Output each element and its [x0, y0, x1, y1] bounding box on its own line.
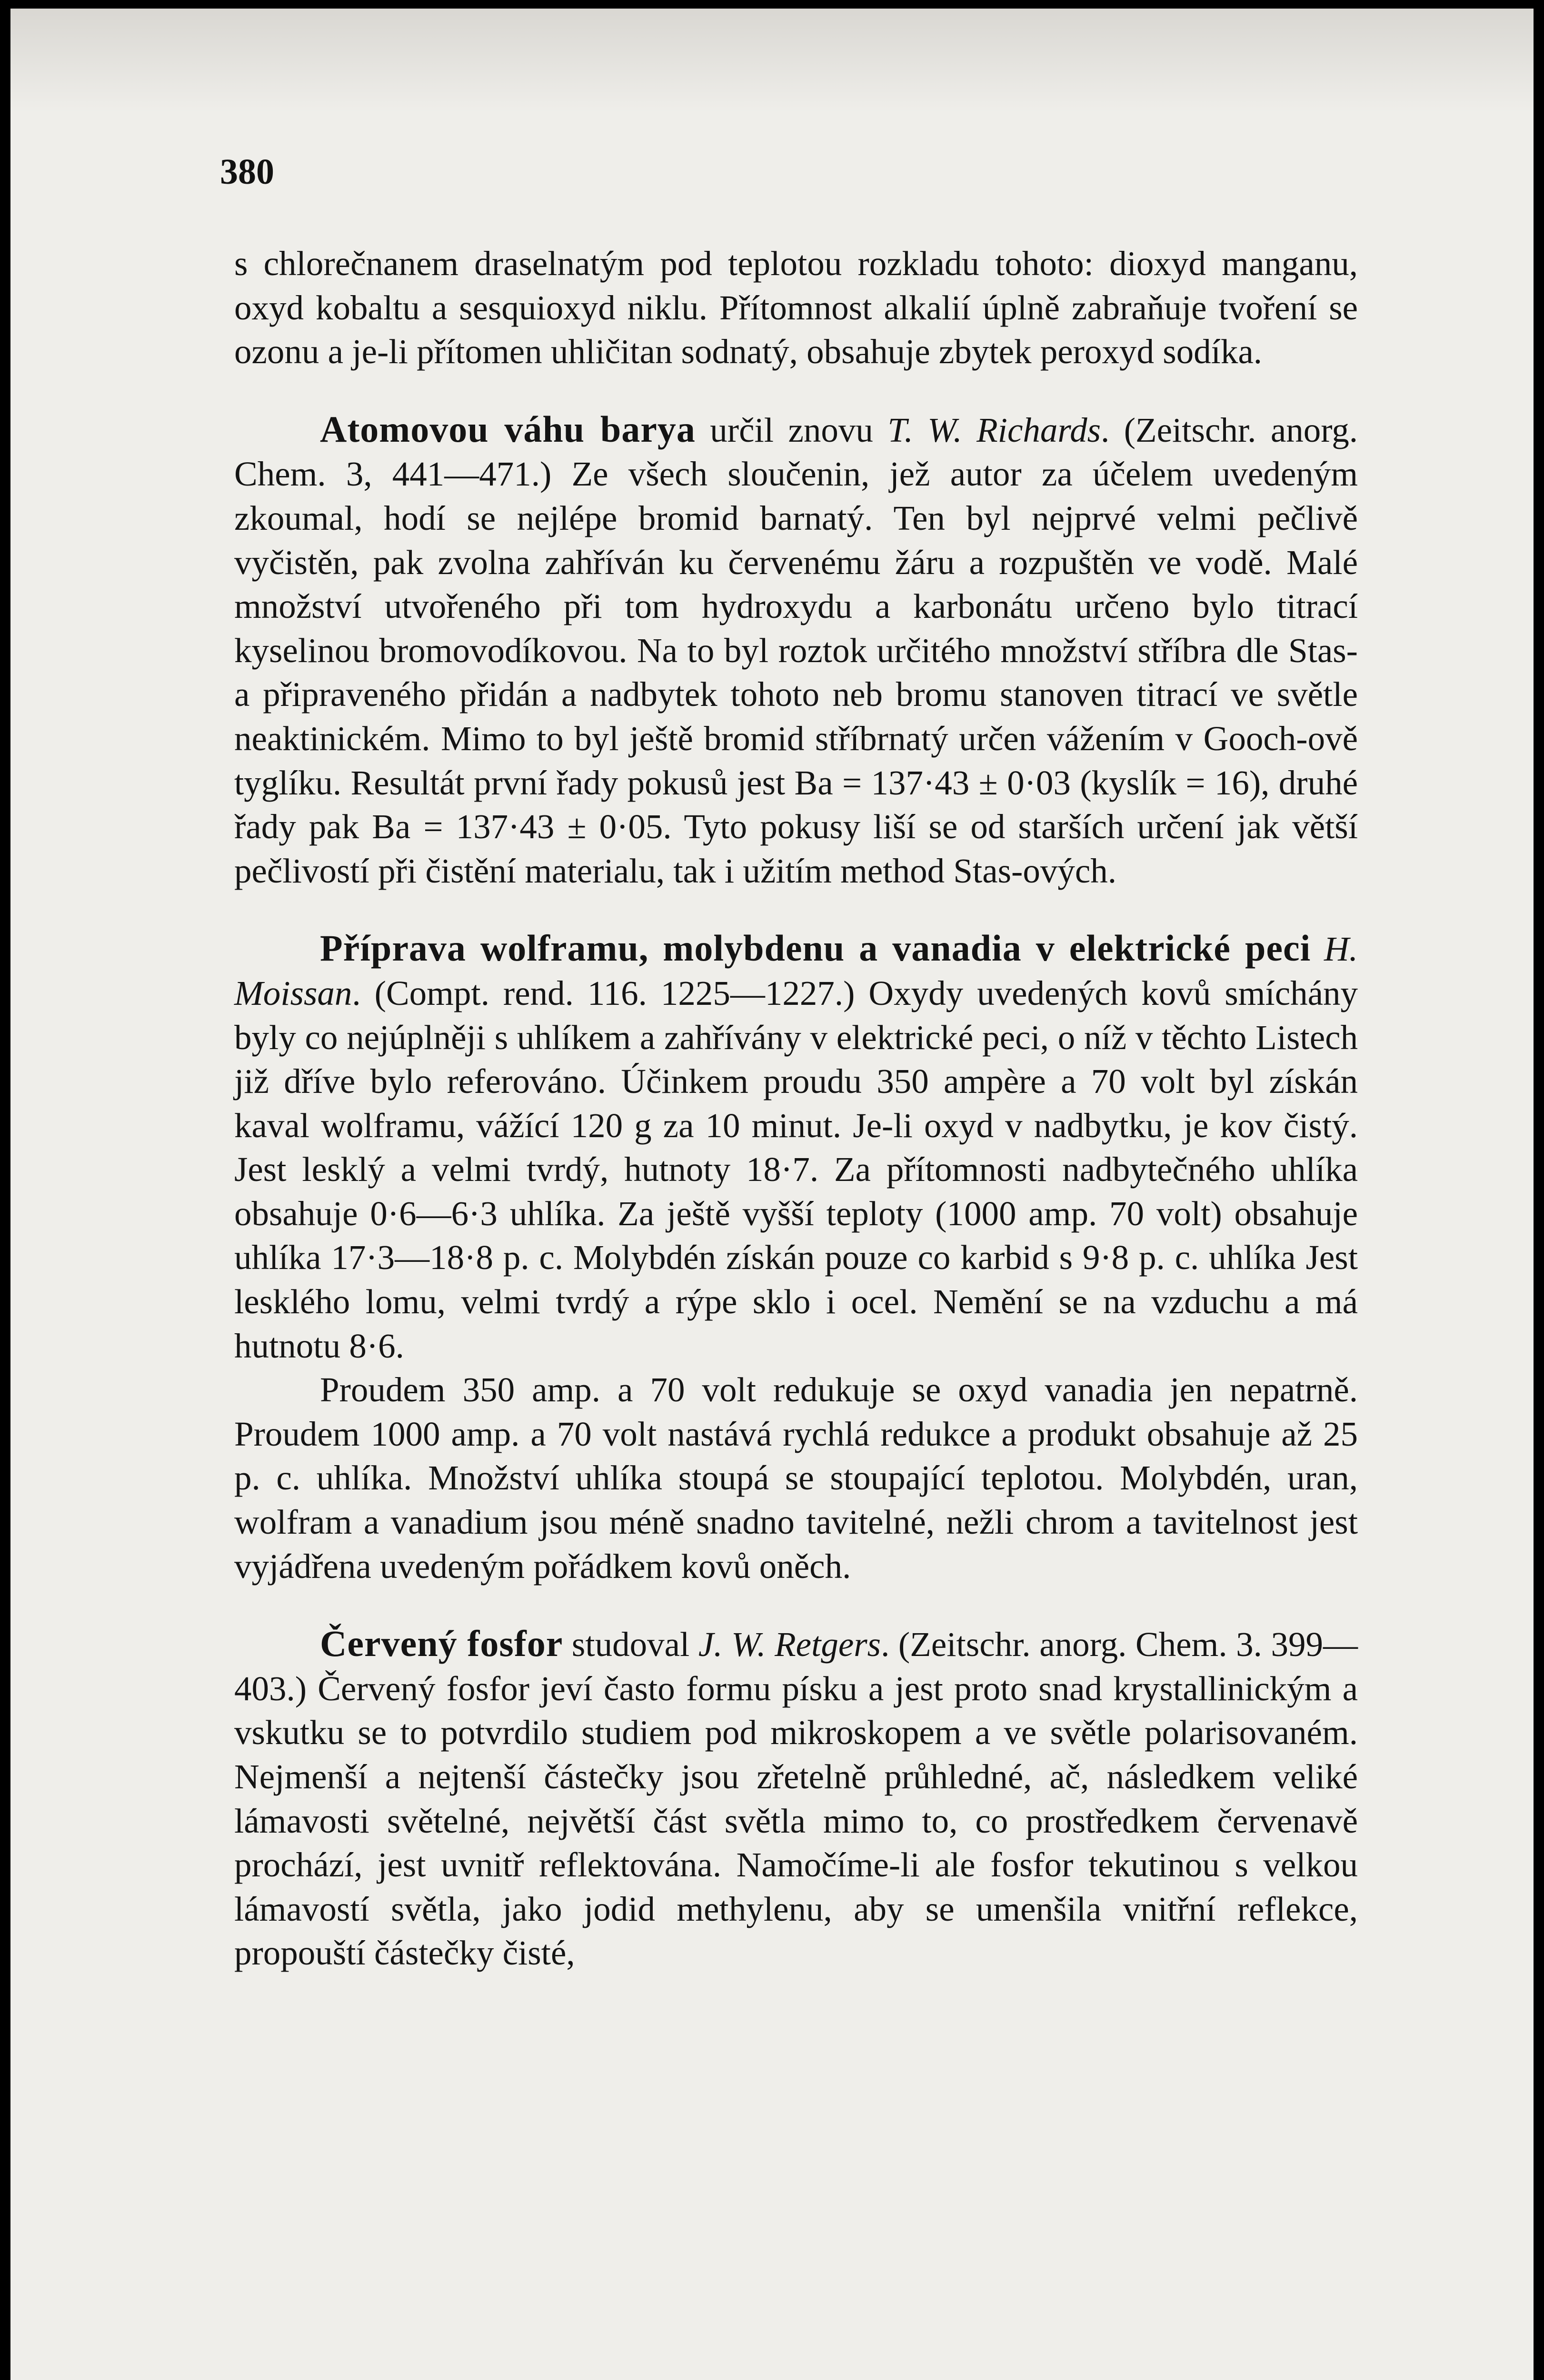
- author-name: H. Moissan: [234, 930, 1358, 1012]
- paragraph-text: . (Compt. rend. 116. 1225—1227.) Oxydy uvedených kovů smíchány byly co nejúplněji s uhlíkem a zahřívány v elektrické peci, o níž v těchto Listech již dříve bylo referováno. Účinkem proudu 350 ampère a 70 volt byl získán kaval wolframu, vážící 120 g za 10 minut. Je-li oxyd v nadbytku, je kov čistý. Jest lesklý a velmi tvrdý, hutnoty 18·7. Za přítomnosti nadbytečného uhlíka obsahuje 0·6—6·3 uhlíka. Za ještě vyšší teploty (1000 amp. 70 volt) obsahuje uhlíka 17·3—18·8 p. c. Molybdén získán pouze co karbid s 9·8 p. c. uhlíka Jest lesklého lomu, velmi tvrdý a rýpe sklo i ocel. Nemění se na vzduchu a má hutnotu 8·6.: [234, 973, 1358, 1365]
- paragraph-text: Proudem 350 amp. a 70 volt redukuje se oxyd vanadia jen nepatrně. Proudem 1000 amp. a 70 volt nastává rychlá redukce a produkt obsahuje až 25 p. c. uhlíka. Množství uhlíka stoupá se stoupající teplotou. Molybdén, uran, wolfram a vanadium jsou méně snadno tavitelné, nežli chrom a tavitelnost jest vyjádřena uvedeným pořádkem kovů oněch.: [234, 1370, 1358, 1586]
- paragraph-text: . (Zeitschr. anorg. Chem. 3, 441—471.) Ze všech sloučenin, jež autor za účelem uvedeným zkoumal, hodí se nejlépe bromid barnatý. Ten byl nejprvé velmi pečlivě vyčistěn, pak zvolna zahříván ku červenému žáru a rozpuštěn ve vodě. Malé množství utvořeného při tom hydroxydu a karbonátu určeno bylo titrací kyselinou bromovodíkovou. Na to byl roztok určitého množství stříbra dle Stas-a připraveného přidán a nadbytek tohoto neb bromu stanoven titrací ve světle neaktinickém. Mimo to byl ještě bromid stříbrnatý určen vážením v Gooch-ově tyglíku. Resultát první řady pokusů jest Ba = 137·43 ± 0·03 (kyslík = 16), druhé řady pak Ba = 137·43 ± 0·05. Tyto pokusy liší se od starších určení jak větší pečlivostí při čistění materialu, tak i užitím method Stas-ových.: [234, 410, 1358, 890]
- paragraph-text: . (Zeitschr. anorg. Chem. 3. 399—403.) Červený fosfor jeví často formu písku a jest proto snad krystallinickým a vskutku se to potvrdilo studiem pod mikroskopem a ve světle polarisovaném. Nejmenší a nejtenší částečky jsou zřetelně průhledné, ač, následkem veliké lámavosti světelné, největší část světla mimo to, co prostředkem červenavě prochází, jest uvnitř reflektována. Namočíme-li ale fosfor tekutinou s velkou lámavostí světla, jako jodid methylenu, aby se umenšila vnitřní reflekce, propouští částečky čisté,: [234, 1625, 1358, 1973]
- page-number: 380: [220, 152, 274, 192]
- section-heading: Atomovou váhu barya: [320, 408, 696, 450]
- paragraph-barium-atomic-weight: [234, 407, 1358, 893]
- author-name: T. W. Richards: [887, 410, 1101, 449]
- paragraph-continuation: [234, 242, 1358, 374]
- author-name: J. W. Retgers: [698, 1625, 881, 1664]
- section-heading: Červený fosfor: [320, 1623, 563, 1665]
- paragraph-vanadium-reduction: [234, 1368, 1358, 1588]
- section-heading: Příprava wolframu, molybdenu a vanadia v elektrické peci: [320, 927, 1311, 969]
- paragraph-text: s chlorečnanem draselnatým pod teplotou rozkladu tohoto: dioxyd manganu, oxyd kobaltu a sesquioxyd niklu. Přítomnost alkalií úplně zabraňuje tvoření se ozonu a je-li přítomen uhličitan sodnatý, obsahuje zbytek peroxyd sodíka.: [234, 244, 1358, 371]
- article-body: [234, 242, 1358, 1975]
- paragraph-tungsten-molybdenum-vanadium: [234, 926, 1358, 1368]
- heading-lead-text: určil znovu: [695, 410, 888, 449]
- heading-lead-text: studoval: [563, 1625, 698, 1664]
- paragraph-red-phosphorus: [234, 1622, 1358, 1975]
- scanned-page: [10, 9, 1534, 2380]
